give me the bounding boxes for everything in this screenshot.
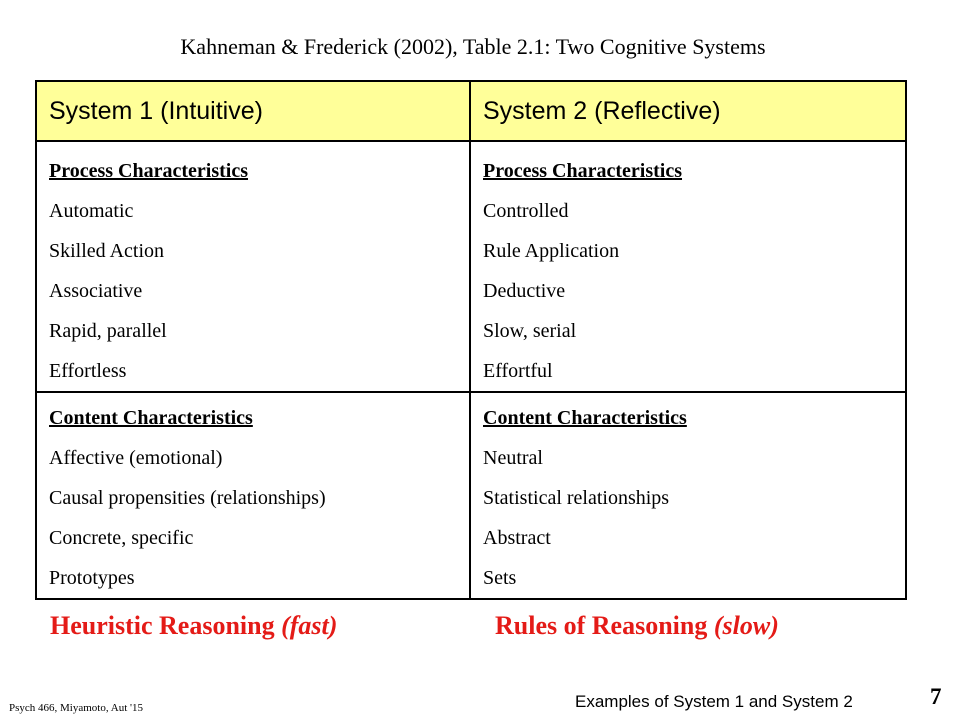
system-2-process-item: Deductive — [483, 280, 566, 302]
system-1-process-heading: Process Characteristics — [49, 160, 249, 182]
heuristic-reasoning-speed: (fast) — [281, 611, 338, 640]
system-2-content-item: Abstract — [483, 527, 551, 549]
system-1-process-item: Effortless — [49, 360, 127, 382]
system-2-process-cell — [470, 141, 906, 392]
system-1-content-cell — [36, 392, 470, 599]
rules-of-reasoning-text: Rules of Reasoning — [495, 611, 714, 640]
system-2-process-heading: Process Characteristics — [483, 160, 683, 182]
system-2-content-cell — [470, 392, 906, 599]
table-header-row — [36, 81, 906, 141]
system-1-content-item: Concrete, specific — [49, 527, 194, 549]
system-1-content-item: Prototypes — [49, 567, 135, 589]
process-characteristics-row — [36, 141, 906, 392]
system-1-process-item: Skilled Action — [49, 240, 164, 262]
system-2-content-item: Sets — [483, 567, 517, 589]
system-2-content-item: Neutral — [483, 447, 543, 469]
system-1-process-cell — [36, 141, 470, 392]
system-2-process-item: Rule Application — [483, 240, 620, 262]
system-1-content-heading: Content Characteristics — [49, 407, 253, 429]
system-1-content-item: Causal propensities (relationships) — [49, 487, 326, 509]
system-1-content-item: Affective (emotional) — [49, 447, 223, 469]
page-number: 7 — [930, 684, 942, 709]
section-footer: Examples of System 1 and System 2 — [575, 692, 853, 711]
header-system-2: System 2 (Reflective) — [470, 81, 906, 141]
system-2-content-item: Statistical relationships — [483, 487, 670, 509]
rules-of-reasoning-speed: (slow) — [713, 611, 779, 640]
cognitive-systems-table — [35, 80, 907, 600]
system-2-process-item: Controlled — [483, 200, 569, 222]
heuristic-reasoning-label — [50, 606, 337, 646]
slide-title: Kahneman & Frederick (2002), Table 2.1: Two Cognitive Systems — [180, 34, 766, 59]
system-2-content-heading: Content Characteristics — [483, 407, 687, 429]
rules-of-reasoning-label — [495, 606, 779, 646]
system-1-process-item: Rapid, parallel — [49, 320, 167, 342]
course-footer: Psych 466, Miyamoto, Aut '15 — [9, 702, 143, 714]
system-1-process-item: Associative — [49, 280, 143, 302]
header-system-1: System 1 (Intuitive) — [36, 81, 470, 141]
system-2-process-item: Effortful — [483, 360, 553, 382]
content-characteristics-row — [36, 392, 906, 599]
heuristic-reasoning-text: Heuristic Reasoning — [50, 611, 282, 640]
system-1-process-item: Automatic — [49, 200, 134, 222]
system-2-process-item: Slow, serial — [483, 320, 577, 342]
